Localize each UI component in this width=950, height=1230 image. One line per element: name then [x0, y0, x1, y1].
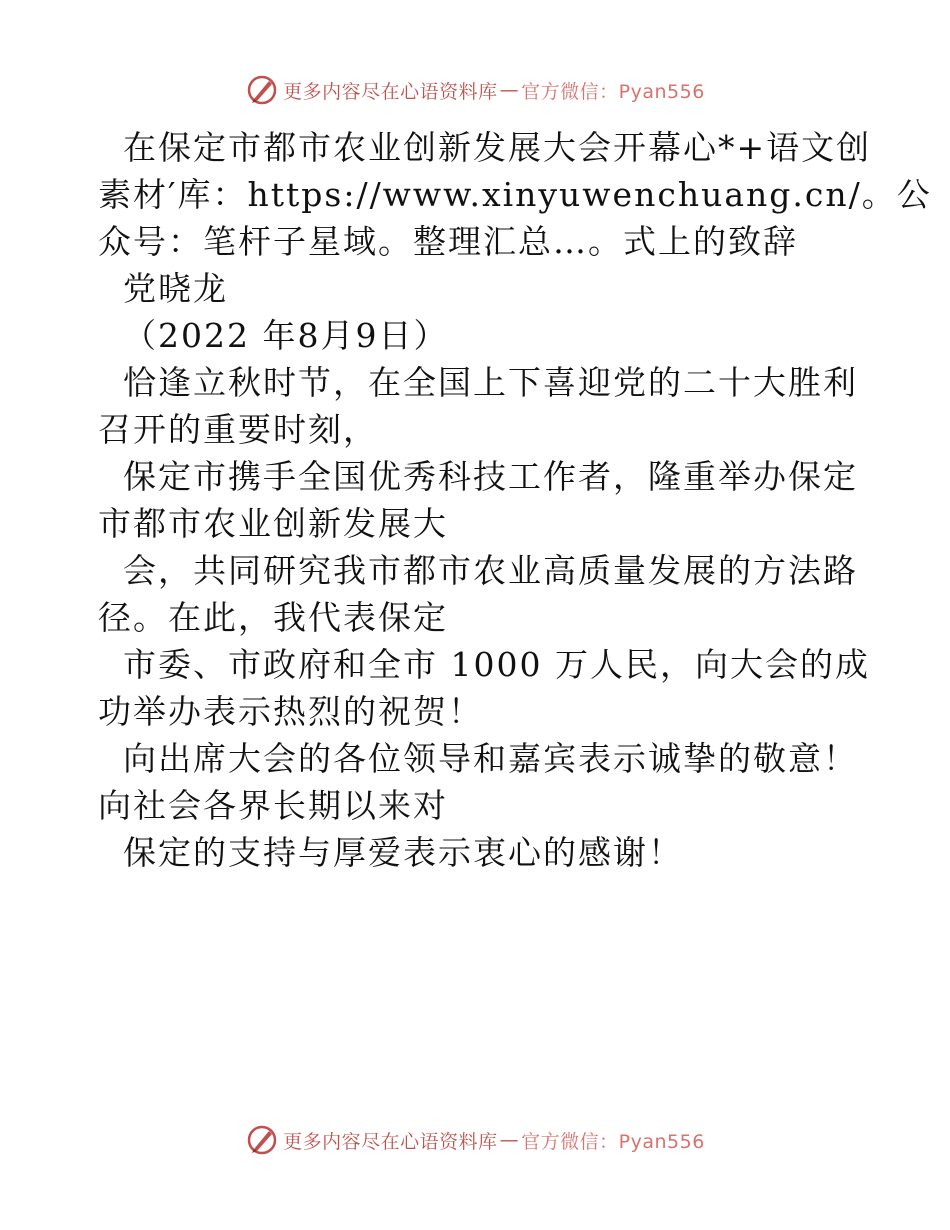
- body-line: 功举办表示热烈的祝贺！: [98, 692, 483, 731]
- header-separator: —: [499, 79, 520, 101]
- body-line: 素材′库：https://www.xinyuwenchuang.cn/。公: [98, 175, 932, 214]
- body-line: 向出席大会的各位领导和嘉宾表示诚挚的敬意！: [98, 739, 858, 778]
- header-brand-text: 更多内容尽在心语资料库: [283, 80, 498, 103]
- footer-banner: [0, 1120, 950, 1160]
- author-line: 党晓龙: [98, 269, 228, 308]
- body-line: 召开的重要时刻，: [98, 410, 378, 449]
- body-line: 众号：笔杆子星域。整理汇总…。式上的致辞: [98, 222, 798, 261]
- body-line: 向社会各界长期以来对: [98, 786, 448, 825]
- body-line: 恰逢立秋时节，在全国上下喜迎党的二十大胜利: [98, 363, 858, 402]
- body-line: 保定的支持与厚爱表示衷心的感谢！: [98, 833, 683, 872]
- body-line: 市委、市政府和全市 1000 万人民，向大会的成: [98, 645, 870, 684]
- body-line: 会，共同研究我市都市农业高质量发展的方法路: [98, 551, 858, 590]
- document-body: [98, 124, 932, 876]
- date-line: （2022 年8月9日）: [98, 316, 449, 355]
- header-contact-text: 官方微信：Pyan556: [521, 80, 705, 103]
- pen-logo-icon: [245, 73, 279, 107]
- footer-separator: —: [499, 1129, 520, 1151]
- footer-brand-text: 更多内容尽在心语资料库: [283, 1130, 498, 1153]
- header-banner: [0, 70, 950, 110]
- body-line: 在保定市都市农业创新发展大会开幕心*+语文创: [98, 128, 872, 167]
- body-line: 市都市农业创新发展大: [98, 504, 448, 543]
- body-line: 径。在此，我代表保定: [98, 598, 448, 637]
- pen-logo-icon: [245, 1123, 279, 1157]
- footer-contact-text: 官方微信：Pyan556: [521, 1130, 705, 1153]
- body-line: 保定市携手全国优秀科技工作者，隆重举办保定: [98, 457, 858, 496]
